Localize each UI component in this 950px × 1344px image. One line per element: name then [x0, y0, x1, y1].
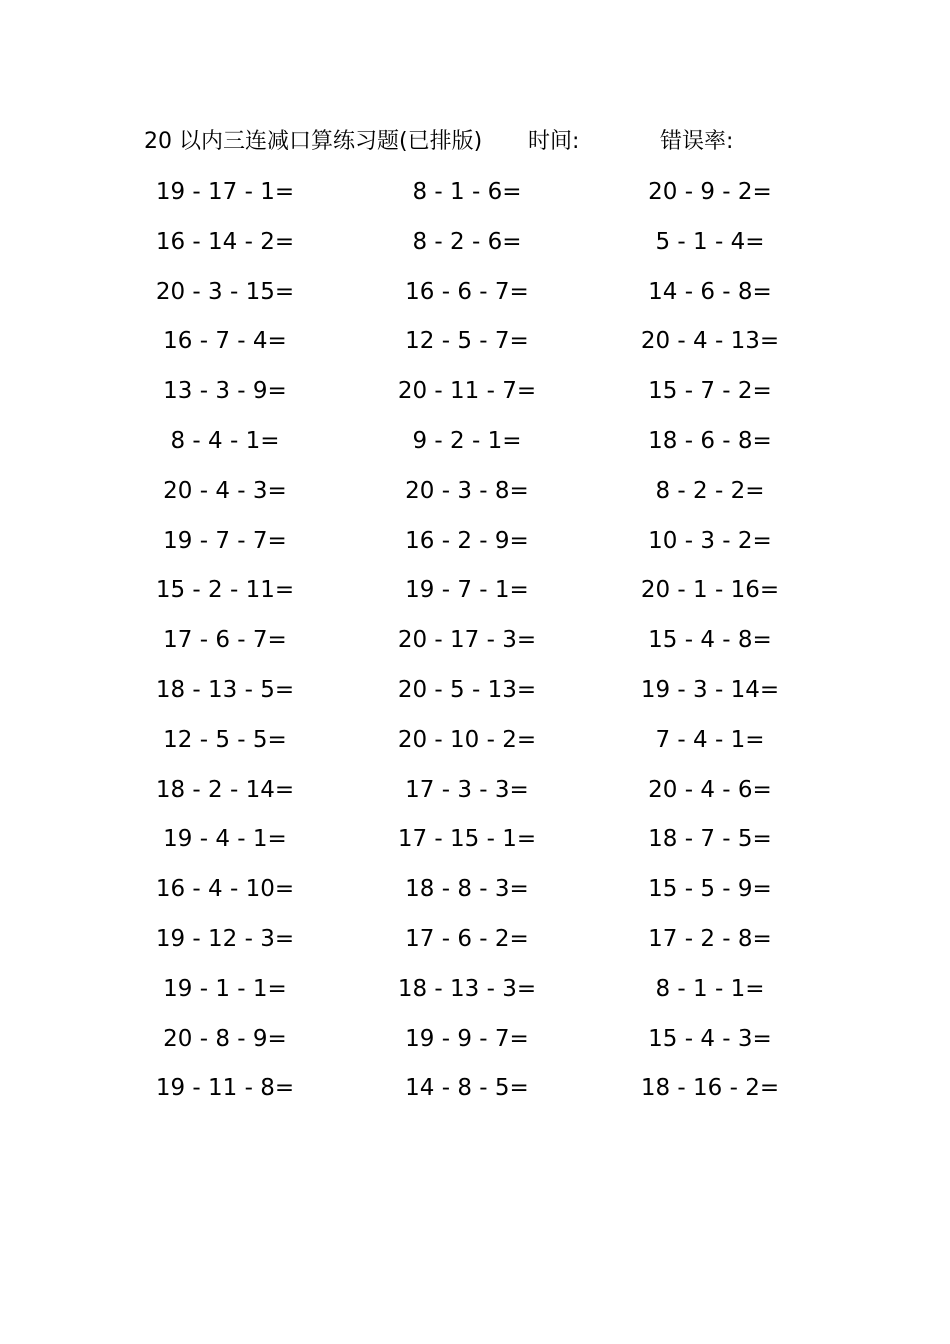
math-problem: 16 - 14 - 2=: [155, 228, 295, 255]
math-problem: 8 - 2 - 2=: [655, 477, 765, 504]
problem-row: [140, 321, 820, 371]
math-problem: 20 - 10 - 2=: [397, 726, 537, 753]
math-problem: 19 - 9 - 7=: [405, 1025, 529, 1052]
math-problem: 18 - 13 - 3=: [397, 975, 537, 1002]
math-problem: 8 - 4 - 1=: [170, 427, 280, 454]
problem-row: [140, 819, 820, 869]
problem-row: [140, 919, 820, 969]
math-problem: 20 - 17 - 3=: [397, 627, 537, 654]
math-problem: 20 - 3 - 15=: [155, 278, 295, 305]
math-problem: 20 - 4 - 6=: [648, 776, 772, 803]
error-rate-label: 错误率:: [660, 129, 734, 154]
math-problem: 20 - 1 - 16=: [640, 577, 780, 604]
math-problem: 20 - 11 - 7=: [397, 378, 537, 405]
math-problem: 20 - 5 - 13=: [397, 676, 537, 703]
math-problem: 16 - 7 - 4=: [163, 328, 287, 355]
math-problem: 19 - 11 - 8=: [155, 1075, 295, 1102]
problem-row: [140, 869, 820, 919]
math-problem: 8 - 2 - 6=: [412, 228, 522, 255]
problem-row: [140, 770, 820, 820]
math-problem: 18 - 2 - 14=: [155, 776, 295, 803]
math-problem: 17 - 2 - 8=: [648, 925, 772, 952]
math-problem: 17 - 3 - 3=: [405, 776, 529, 803]
math-problem: 12 - 5 - 5=: [163, 726, 287, 753]
math-problem: 19 - 1 - 1=: [163, 975, 287, 1002]
math-problem: 15 - 2 - 11=: [155, 577, 295, 604]
math-problem: 13 - 3 - 9=: [163, 378, 287, 405]
math-problem: 8 - 1 - 1=: [655, 975, 765, 1002]
math-problem: 8 - 1 - 6=: [412, 179, 522, 205]
math-problem: 19 - 3 - 14=: [640, 676, 780, 703]
problem-row: [140, 1068, 820, 1118]
problem-grid: [140, 172, 820, 1118]
math-problem: 19 - 7 - 1=: [405, 577, 529, 604]
problem-row: [140, 1019, 820, 1069]
math-problem: 20 - 9 - 2=: [648, 179, 772, 205]
time-label: 时间:: [528, 129, 580, 154]
math-problem: 20 - 3 - 8=: [405, 477, 529, 504]
math-problem: 15 - 5 - 9=: [648, 876, 772, 903]
math-problem: 17 - 6 - 2=: [405, 925, 529, 952]
math-problem: 15 - 7 - 2=: [648, 378, 772, 405]
math-problem: 15 - 4 - 8=: [648, 627, 772, 654]
math-problem: 17 - 6 - 7=: [163, 627, 287, 654]
worksheet-header: [144, 124, 804, 160]
math-problem: 14 - 6 - 8=: [648, 278, 772, 305]
problem-row: [140, 172, 820, 222]
math-problem: 5 - 1 - 4=: [655, 228, 765, 255]
math-problem: 16 - 6 - 7=: [405, 278, 529, 305]
math-problem: 19 - 12 - 3=: [155, 925, 295, 952]
problem-row: [140, 471, 820, 521]
math-problem: 16 - 2 - 9=: [405, 527, 529, 554]
math-problem: 9 - 2 - 1=: [412, 427, 522, 454]
math-problem: 7 - 4 - 1=: [655, 726, 765, 753]
math-problem: 20 - 8 - 9=: [163, 1025, 287, 1052]
problem-row: [140, 421, 820, 471]
math-problem: 18 - 16 - 2=: [640, 1075, 780, 1102]
problem-row: [140, 670, 820, 720]
math-problem: 19 - 4 - 1=: [163, 826, 287, 853]
math-problem: 10 - 3 - 2=: [648, 527, 772, 554]
math-problem: 17 - 15 - 1=: [397, 826, 537, 853]
problem-row: [140, 969, 820, 1019]
math-problem: 18 - 6 - 8=: [648, 427, 772, 454]
math-problem: 14 - 8 - 5=: [405, 1075, 529, 1102]
math-problem: 18 - 8 - 3=: [405, 876, 529, 903]
problem-row: [140, 521, 820, 571]
problem-row: [140, 720, 820, 770]
math-problem: 12 - 5 - 7=: [405, 328, 529, 355]
problem-row: [140, 222, 820, 272]
math-problem: 19 - 17 - 1=: [155, 179, 295, 205]
problem-row: [140, 570, 820, 620]
math-problem: 18 - 7 - 5=: [648, 826, 772, 853]
math-problem: 16 - 4 - 10=: [155, 876, 295, 903]
problem-row: [140, 272, 820, 322]
problem-row: [140, 371, 820, 421]
math-problem: 20 - 4 - 13=: [640, 328, 780, 355]
problem-row: [140, 620, 820, 670]
worksheet-title: 20 以内三连减口算练习题(已排版): [144, 129, 483, 154]
math-problem: 19 - 7 - 7=: [163, 527, 287, 554]
math-problem: 20 - 4 - 3=: [163, 477, 287, 504]
math-problem: 15 - 4 - 3=: [648, 1025, 772, 1052]
math-problem: 18 - 13 - 5=: [155, 676, 295, 703]
